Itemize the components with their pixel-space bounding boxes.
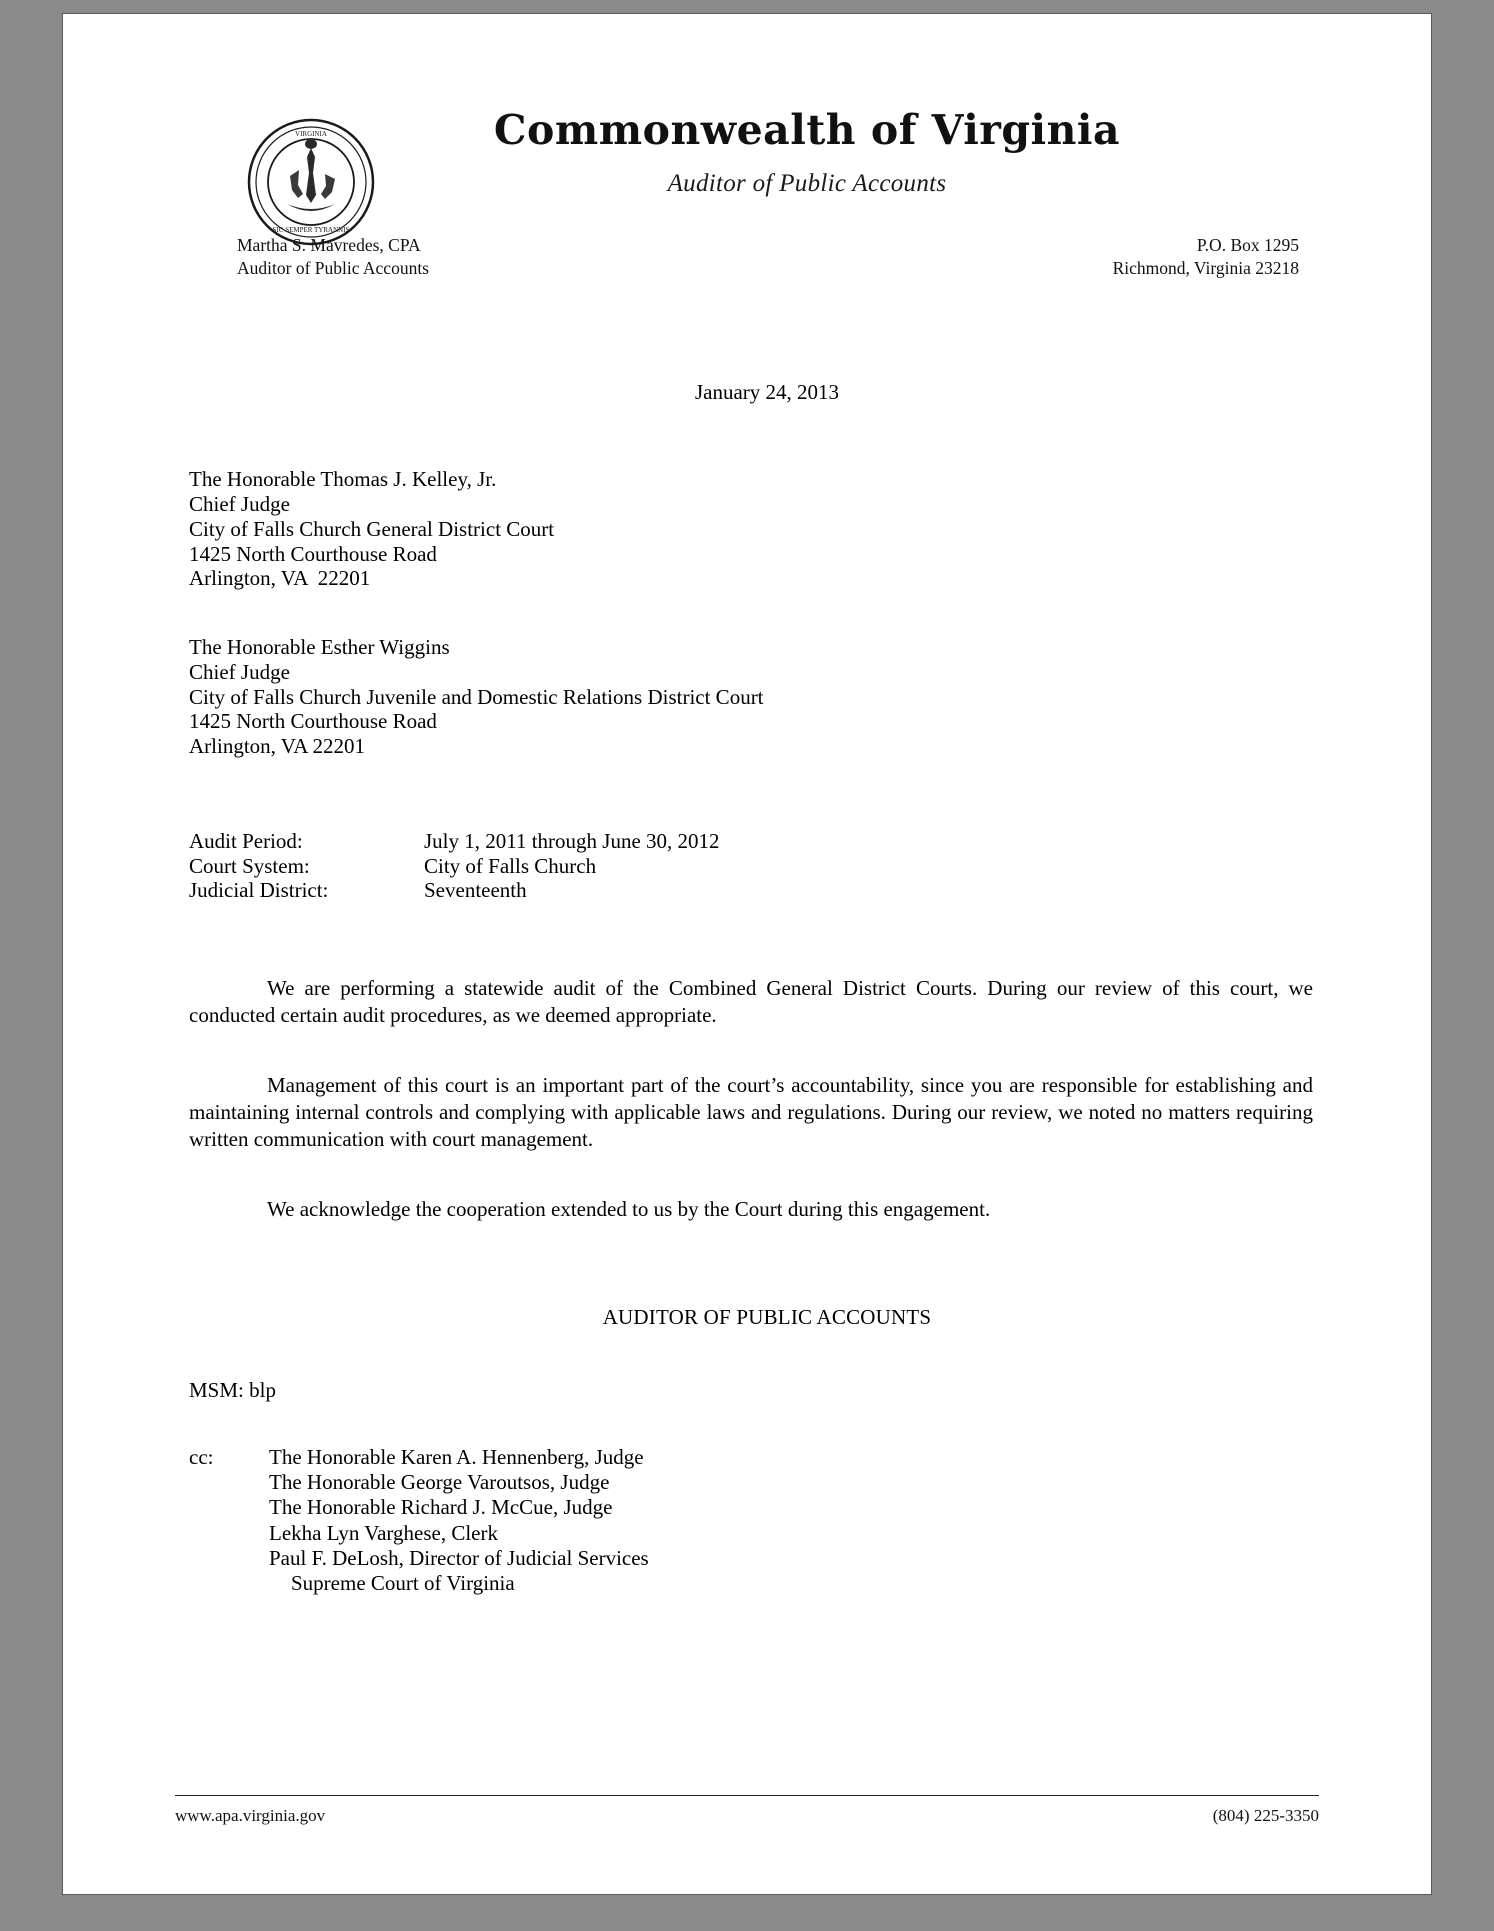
cc-item: The Honorable Richard J. McCue, Judge	[269, 1495, 613, 1520]
recipient-line: Chief Judge	[189, 492, 290, 516]
footer-divider	[175, 1795, 1319, 1796]
recipient-line: The Honorable Esther Wiggins	[189, 635, 450, 660]
document-page	[63, 14, 1431, 1894]
virginia-state-seal-icon	[247, 118, 375, 246]
recipient-line: Arlington, VA 22201	[189, 734, 365, 759]
meta-label: Audit Period:	[189, 828, 303, 853]
svg-text:SIC SEMPER TYRANNIS: SIC SEMPER TYRANNIS	[272, 226, 350, 234]
footer-row	[175, 1806, 1319, 1826]
recipient-block-2	[175, 635, 1319, 759]
cc-item: Supreme Court of Virginia	[291, 1570, 515, 1595]
body-paragraph-3: We acknowledge the cooperation extended to us by the Court during this engagement.	[267, 1196, 991, 1221]
recipient-line: The Honorable Thomas J. Kelley, Jr.	[189, 467, 497, 492]
recipient-line: City of Falls Church Juvenile and Domestic Relations District Court	[189, 684, 764, 709]
address-city: Richmond, Virginia 23218	[1112, 258, 1299, 279]
signature-block: AUDITOR OF PUBLIC ACCOUNTS	[602, 1304, 932, 1329]
recipient-line: 1425 North Courthouse Road	[189, 709, 437, 734]
recipient-line: City of Falls Church General District Court	[189, 516, 555, 541]
letterhead	[175, 14, 1319, 280]
cc-item: Paul F. DeLosh, Director of Judicial Services	[269, 1545, 649, 1570]
officer-name: Martha S. Mavredes, CPA	[237, 235, 421, 256]
cc-item: The Honorable George Varoutsos, Judge	[269, 1470, 610, 1495]
officer-title: Auditor of Public Accounts	[237, 258, 429, 279]
meta-value: Seventeenth	[424, 878, 527, 903]
meta-row	[189, 829, 1319, 854]
recipient-line: Arlington, VA 22201	[189, 566, 371, 591]
letterhead-address	[1113, 234, 1319, 280]
audit-meta	[175, 829, 1319, 903]
typist-initials: MSM: blp	[189, 1377, 276, 1402]
page-content	[63, 14, 1431, 1894]
meta-label: Judicial District:	[189, 878, 329, 903]
svg-text:VIRGINIA: VIRGINIA	[295, 130, 327, 138]
footer-phone: (804) 225-3350	[1212, 1806, 1319, 1825]
page-footer	[175, 1795, 1319, 1826]
meta-value: July 1, 2011 through June 30, 2012	[424, 828, 720, 853]
footer-website[interactable]: www.apa.virginia.gov	[175, 1806, 326, 1825]
letter-date: January 24, 2013	[694, 380, 840, 405]
recipient-line: Chief Judge	[189, 659, 290, 684]
cc-block	[175, 1445, 1319, 1596]
cc-item: The Honorable Karen A. Hennenberg, Judge	[269, 1444, 644, 1469]
address-pobox: P.O. Box 1295	[1196, 235, 1299, 256]
cc-label: cc:	[189, 1444, 214, 1469]
body-paragraph-1: We are performing a statewide audit of the Combined General District Courts. During our review of this court, we conducted certain audit procedures, as we deemed appropriate.	[189, 976, 1313, 1028]
recipient-line: 1425 North Courthouse Road	[189, 541, 437, 566]
cc-list	[269, 1445, 649, 1596]
meta-value: City of Falls Church	[424, 853, 597, 878]
recipient-block-1	[175, 467, 1319, 591]
cc-item: Lekha Lyn Varghese, Clerk	[269, 1520, 499, 1545]
letterhead-subtitle: Auditor of Public Accounts	[667, 170, 947, 198]
meta-row	[189, 854, 1319, 879]
body-paragraph-2: Management of this court is an important part of the court’s accountability, since you are responsible for establishing and maintaining internal controls and complying with applicable laws and regulations. During our review, we noted no matters requiring written communication with court management.	[189, 1072, 1313, 1152]
meta-row	[189, 878, 1319, 903]
letterhead-title: Commonwealth of Virginia	[493, 106, 1121, 154]
meta-label: Court System:	[189, 853, 310, 878]
